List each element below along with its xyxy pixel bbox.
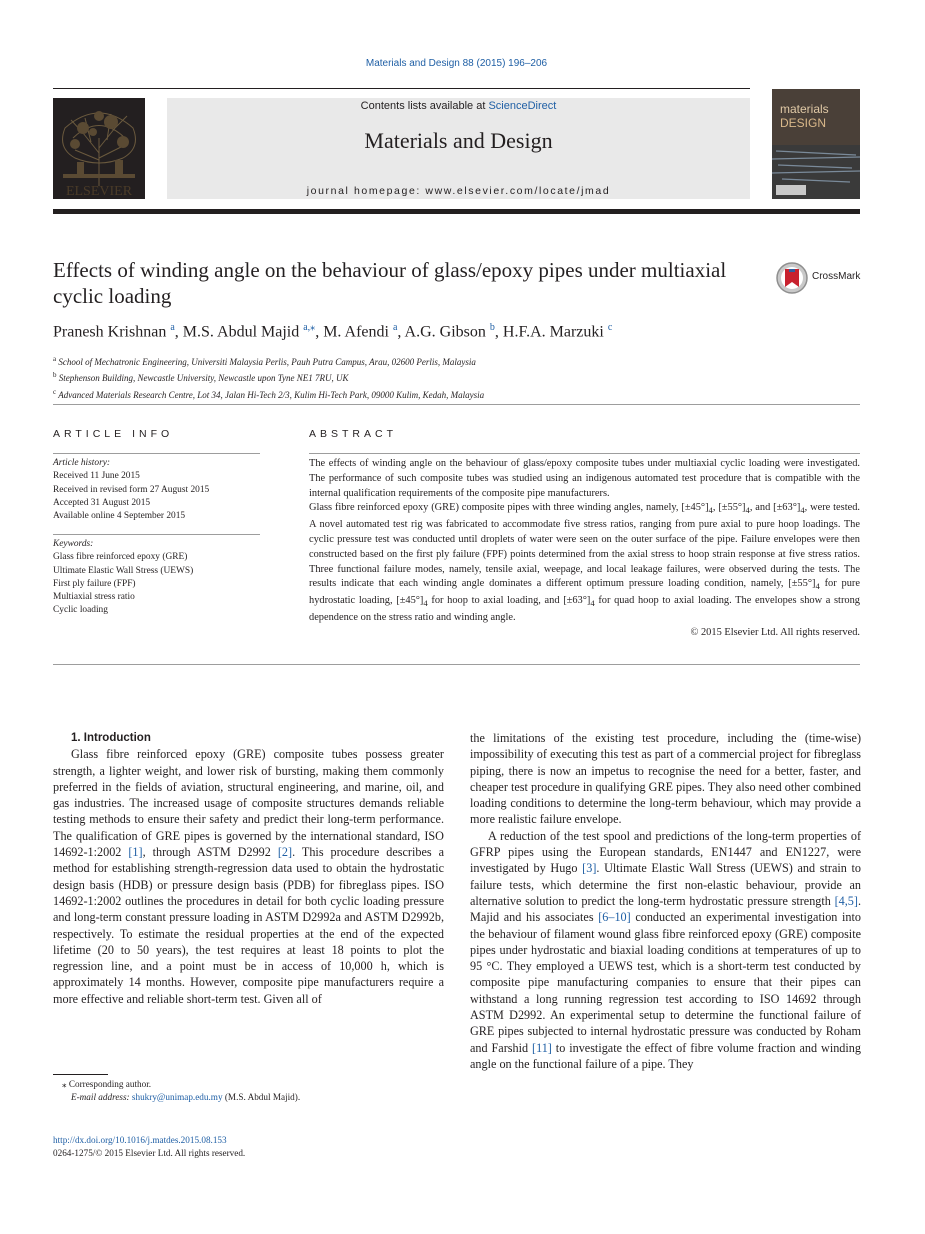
history-item: Available online 4 September 2015 (53, 511, 186, 522)
author-name: H.F.A. Marzuki (502, 323, 604, 341)
reference-link[interactable]: [4,5] (834, 893, 858, 908)
paper-title: Effects of winding angle on the behaviour of glass/epoxy pipes under multiaxial cyclic loading (53, 258, 727, 308)
reference-link[interactable]: [11] (532, 1040, 552, 1055)
author-name: Pranesh Krishnan (53, 323, 167, 341)
body-paragraph: the limitations of the existing test procedure, including the (time-wise) impossibility of executing this test as part of a commercial project for fibreglass piping, there is now an impetus to recognise the need for a better, faster, and cheaper test procedure in qualifying GRE pipes. They also need other combined loading conditions to determine the long-term behaviour, which may provide a more realistic failure envelope. (470, 731, 861, 827)
doi-link[interactable]: http://dx.doi.org/10.1016/j.matdes.2015.08.153 (53, 1135, 227, 1145)
affiliation-list (53, 353, 860, 402)
journal-cover-icon (772, 89, 860, 199)
author-affiliation-mark[interactable]: a (392, 322, 398, 333)
keyword-item: Ultimate Elastic Wall Stress (UEWS) (53, 565, 194, 576)
keywords (53, 538, 260, 618)
footnote-rule (53, 1074, 108, 1075)
reference-link[interactable]: [6–10] (598, 910, 631, 925)
author-affiliation-mark[interactable]: a,⁎ (303, 322, 316, 333)
svg-text:ELSEVIER: ELSEVIER (65, 184, 133, 199)
footnote-text: Corresponding author. (68, 1079, 152, 1089)
author-affiliation-mark[interactable]: b (489, 322, 495, 333)
contents-line (167, 100, 750, 112)
affiliation-item (53, 386, 860, 402)
author-email-link[interactable]: shukry@unimap.edu.my (131, 1092, 223, 1103)
reference-link[interactable]: [3] (582, 861, 597, 876)
journal-cover-image[interactable] (772, 89, 860, 199)
article-info-rule (53, 453, 260, 454)
body-paragraph: Glass fibre reinforced epoxy (GRE) composite tubes possess greater strength, a lighter weight, and lower risk of bursting, making them commonly preferred in the fields of aviation, structural engineering, and marine, oil, and gas industries. The increased usage of composite structures demands reliable testing methods to ensure their safety and predict their long-term performance. The qualification of GRE pipes is governed by the international standard, ISO 14692-1:2002 [1], through ASTM D2992 [2]. This procedure describes a method for establishing strength-regression data used to obtain the hydrostatic design basis (HDB) or pressure design basis (PDB) for fibreglass pipes. ISO 14692-1:2002 outlines the procedures in detail for both cyclic loading pressure and long-term constant pressure loading in ASTM D2992a and ASTM D2992b, respectively. To estimate the residual properties at the end of the expected lifetime (20 to 50 years), the test requires at least 18 points to plot the regression line, and a point must be in access of 10,000 h, which is approximately 14 months. However, composite pipe manufacturers require a more effective and reliable short-term test. Given all of (53, 747, 444, 1006)
affiliation-text: Stephenson Building, Newcastle University, Newcastle upon Tyne NE1 7RU, UK (58, 373, 349, 384)
email-label: E-mail address: (71, 1092, 132, 1103)
section-heading-introduction: 1. Introduction (71, 732, 151, 744)
abstract-heading: ABSTRACT (309, 428, 398, 440)
header-rule (53, 88, 750, 89)
history-item: Received 11 June 2015 (53, 471, 140, 482)
abstract-bottom-rule (53, 664, 860, 665)
affiliation-item (53, 369, 860, 385)
article-history-label: Article history: (53, 458, 111, 468)
affiliation-item (53, 353, 860, 369)
svg-text:materials: materials (780, 102, 829, 116)
issn-copyright: 0264-1275/© 2015 Elsevier Ltd. All rights reserved. (53, 1148, 246, 1159)
corresponding-author-footnote (62, 1078, 442, 1105)
abstract-paragraph: Glass fibre reinforced epoxy (GRE) composite pipes with three winding angles, namely, $[\pm 45^\circ]_4$, $[\pm 55^\circ]_4$, and $[\pm 63^\circ]_4$, were tested. A novel automated test rig was fabricated to accommodate five stress ratios, ranging from pure axial to pure hoop loadings. The cyclic pressure test was conducted until droplets of water were seen on the outer surface of the pipe. Failure envelopes were then constructed based on the first ply failure (FPF) points determined from the axial stress to hoop strain response at five stress ratios. Three functional failure modes, namely, tensile axial, weepage, and local leakage failures, were observed during the tests. The results indicate that each winding angle dominates a different optimum pressure loading condition, namely, $[\pm 55^\circ]_4$ for pure hydrostatic loading, $[\pm 45^\circ]_4$ for hoop to axial loading, and $[\pm 63^\circ]_4$ for quad hoop to axial loading. The envelopes show a strong dependence on the stress ratio and winding angle. (309, 502, 860, 624)
article-history (53, 457, 260, 523)
body-paragraph: A reduction of the test spool and predictions of the long-term properties of GFRP pipes using the European standards, EN1447 and EN1227, were investigated by Hugo [3]. Ultimate Elastic Wall Stress (UEWS) and strain to failure tests, which determine the first non-elastic behaviour, provide an alternative solution to predict the long-term hydrostatic pressure strength [4,5]. Majid and his associates [6–10] conducted an experimental investigation into the behaviour of filament wound glass fibre reinforced epoxy (GRE) composite pipes under hydrostatic and biaxial loading conditions at temperatures of up to 95 °C. They employed a UEWS test, which is a short-term test conducted by composite pipe manufacturing companies to ensure that their pipes can withstand a long running regression test according to ISO 14692 through ASTM D2992. An experimental setup to determine the functional failure of GRE pipes subjected to internal hydrostatic pressure was conducted by Roham and Farshid [11] to investigate the effect of fibre volume fraction and winding angle on the functional failure of a pipe. They (470, 828, 861, 1071)
author-name: M. Afendi (323, 323, 389, 341)
keyword-item: Multiaxial stress ratio (53, 592, 135, 603)
reference-link[interactable]: [1] (128, 845, 143, 860)
journal-homepage-link[interactable]: journal homepage: www.elsevier.com/locate/jmad (306, 185, 611, 197)
abstract-paragraph: The effects of winding angle on the behaviour of glass/epoxy composite tubes under multiaxial cyclic loading were investigated. The performance of such composite tubes was studied using an indigenous automated test procedure that is compatible with the internal qualification requirements of the composite pipe manufacturers. (309, 458, 860, 499)
author-name: M.S. Abdul Majid (182, 323, 300, 341)
footer (53, 1134, 453, 1161)
keyword-item: Glass fibre reinforced epoxy (GRE) (53, 552, 188, 563)
abstract-copyright: © 2015 Elsevier Ltd. All rights reserved. (690, 627, 860, 638)
body-left-column (53, 730, 444, 1007)
reference-link[interactable]: [2] (277, 845, 293, 860)
abstract-rule (309, 453, 860, 454)
elsevier-tree-icon (53, 98, 145, 199)
header-thick-rule (53, 209, 860, 214)
crossmark-label: CrossMark (812, 271, 861, 282)
contents-prefix: Contents lists available at (360, 100, 489, 112)
keyword-item: Cyclic loading (53, 605, 108, 616)
abstract-text (309, 457, 860, 641)
journal-banner (167, 98, 750, 199)
affiliation-mark: c (53, 387, 57, 396)
body-right-column (470, 730, 861, 1072)
keyword-item: First ply failure (FPF) (53, 578, 136, 589)
author-affiliation-mark[interactable]: a (170, 322, 175, 333)
keywords-rule (53, 534, 260, 535)
journal-title: Materials and Design (364, 128, 553, 153)
author-affiliation-mark[interactable]: c (607, 322, 613, 333)
affiliation-text: Advanced Materials Research Centre, Lot 34, Jalan Hi-Tech 2/3, Kulim Hi-Tech Park, 09000 Kulim, Kedah, Malaysia (58, 389, 485, 400)
affiliation-mark: a (53, 355, 57, 363)
history-item: Accepted 31 August 2015 (53, 497, 151, 508)
footnote-mark: ⁎ (62, 1079, 67, 1089)
history-item: Received in revised form 27 August 2015 (53, 484, 210, 495)
affiliation-text: School of Mechatronic Engineering, Universiti Malaysia Perlis, Pauh Putra Campus, Arau, 02600 Perlis, Malaysia (58, 357, 476, 367)
keywords-label: Keywords: (53, 539, 94, 549)
elsevier-logo[interactable] (53, 98, 145, 199)
sciencedirect-link[interactable]: ScienceDirect (488, 100, 557, 112)
crossmark-icon (776, 261, 808, 295)
article-info-heading: ARTICLE INFO (53, 428, 174, 440)
author-name: A.G. Gibson (404, 323, 486, 341)
author-list: Pranesh Krishnan $^a$, M.S. Abdul Majid $^{a,⁎}$, M. Afendi $^a$, A.G. Gibson $^b$, H.F.A. Marzuki $^c$ (53, 322, 613, 341)
svg-text:DESIGN: DESIGN (780, 116, 827, 130)
title-divider (53, 404, 860, 405)
affiliation-mark: b (53, 371, 57, 380)
crossmark-badge[interactable] (776, 261, 866, 295)
journal-citation[interactable]: Materials and Design 88 (2015) 196–206 (365, 58, 548, 69)
email-suffix: (M.S. Abdul Majid). (222, 1092, 301, 1103)
